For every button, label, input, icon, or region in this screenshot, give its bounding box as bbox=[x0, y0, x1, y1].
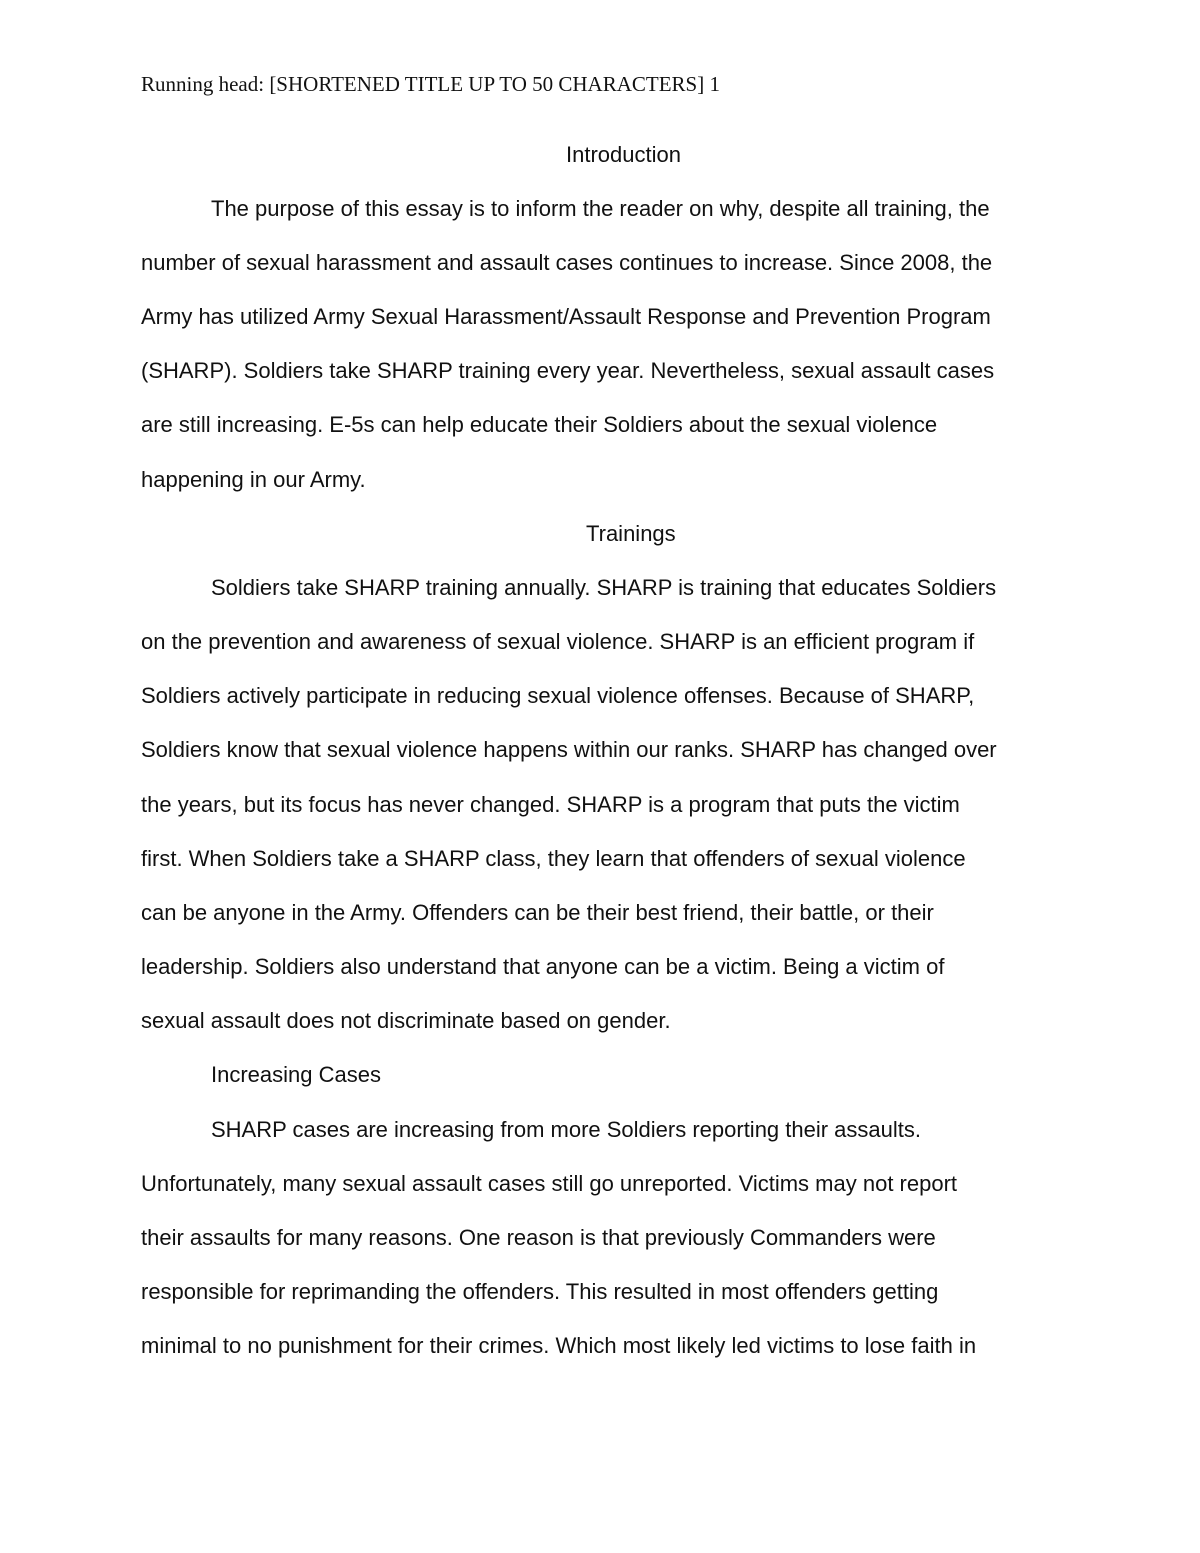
paragraph-line: Army has utilized Army Sexual Harassment/Assault Response and Prevention Program bbox=[141, 304, 991, 329]
section-heading-increasing-cases: Increasing Cases bbox=[211, 1062, 381, 1087]
paragraph-line: are still increasing. E-5s can help educate their Soldiers about the sexual violence bbox=[141, 412, 938, 437]
paragraph-line: leadership. Soldiers also understand that anyone can be a victim. Being a victim of bbox=[141, 954, 945, 979]
paragraph-line: minimal to no punishment for their crimes. Which most likely led victims to lose faith in bbox=[141, 1333, 977, 1358]
paragraph-line: Soldiers take SHARP training annually. SHARP is training that educates Soldiers bbox=[211, 575, 997, 600]
section-heading-trainings: Trainings bbox=[586, 521, 676, 546]
paragraph-line: their assaults for many reasons. One reason is that previously Commanders were bbox=[141, 1225, 936, 1250]
paragraph-line: (SHARP). Soldiers take SHARP training every year. Nevertheless, sexual assault cases bbox=[141, 358, 995, 383]
paragraph-line: sexual assault does not discriminate based on gender. bbox=[141, 1008, 671, 1033]
paragraph-line: first. When Soldiers take a SHARP class, they learn that offenders of sexual violence bbox=[141, 846, 966, 871]
paragraph-line: SHARP cases are increasing from more Soldiers reporting their assaults. bbox=[211, 1117, 922, 1142]
section-heading-introduction: Introduction bbox=[566, 142, 681, 167]
paragraph-line: can be anyone in the Army. Offenders can be their best friend, their battle, or their bbox=[141, 900, 934, 925]
paragraph-line: responsible for reprimanding the offenders. This resulted in most offenders getting bbox=[141, 1279, 939, 1304]
running-head: Running head: [SHORTENED TITLE UP TO 50 CHARACTERS] 1 bbox=[141, 72, 720, 96]
paragraph-line: Soldiers know that sexual violence happens within our ranks. SHARP has changed over bbox=[141, 737, 997, 762]
paragraph-line: Unfortunately, many sexual assault cases still go unreported. Victims may not report bbox=[141, 1171, 958, 1196]
paragraph-line: Soldiers actively participate in reducing sexual violence offenses. Because of SHARP, bbox=[141, 683, 975, 708]
paragraph-line: the years, but its focus has never changed. SHARP is a program that puts the victim bbox=[141, 792, 960, 817]
paragraph-line: happening in our Army. bbox=[141, 467, 366, 492]
paragraph-line: on the prevention and awareness of sexual violence. SHARP is an efficient program if bbox=[141, 629, 975, 654]
paragraph-line: number of sexual harassment and assault cases continues to increase. Since 2008, the bbox=[141, 250, 993, 275]
paragraph-line: The purpose of this essay is to inform the reader on why, despite all training, the bbox=[211, 196, 990, 221]
